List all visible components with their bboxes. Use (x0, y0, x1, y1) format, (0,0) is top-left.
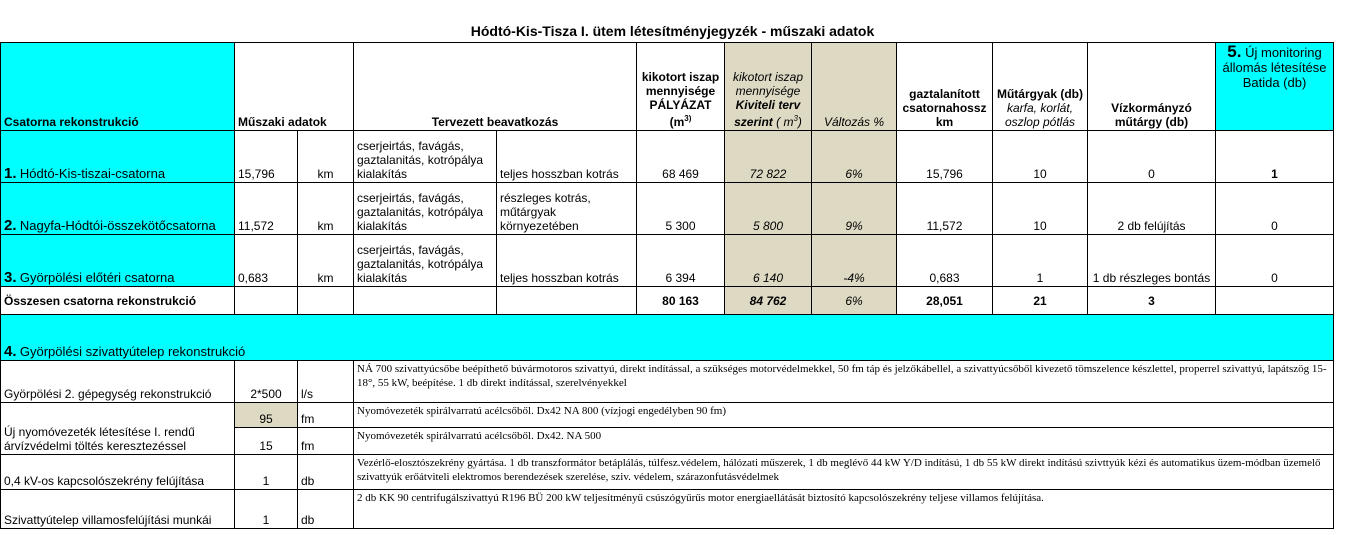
total-vizk: 3 (1088, 287, 1216, 315)
row-gaz: 15,796 (897, 131, 993, 183)
facility-table (0, 42, 1334, 529)
row-gaz: 11,572 (897, 183, 993, 235)
header-csatorna: Csatorna rekonstrukció (1, 43, 235, 131)
row-monitor: 1 (1216, 131, 1334, 183)
header-mutargyak-italic: karfa, korlát, oszlop pótlás (1004, 101, 1076, 129)
row-monitor: 0 (1216, 183, 1334, 235)
row-valtozas: -4% (812, 235, 897, 287)
header-iszap-terv: kikotort iszap mennyisége Kiviteli terv szerint ( $m^3$) (725, 43, 812, 131)
item-desc: Nyomóvezeték spirálvarratú acélcsőből. Dx42. NA 500 (354, 428, 1334, 455)
total-valtozas: 6% (812, 287, 897, 315)
header-iszap-terv-label2: Kiviteli terv szerint (734, 98, 801, 129)
row-name (1, 131, 235, 183)
item-name: Györpölési 2. gépegység rekonstrukció (1, 361, 235, 403)
item-desc: 2 db KK 90 centrifugálszivattyú R196 BÜ 200 kW teljesítményű csúszógyűrűs motor energiaellátását biztosító kapcsolószekrény teljese villamos felújítása. (354, 490, 1334, 529)
item-row (1, 403, 1334, 428)
row-palyazat: 68 469 (637, 131, 725, 183)
item-name: 0,4 kV-os kapcsolószekrény felújítása (1, 455, 235, 490)
row-mutargy: 10 (993, 131, 1088, 183)
item-value: 15 (235, 428, 298, 455)
table-row (1, 183, 1334, 235)
row-unit: km (298, 131, 354, 183)
total-empty (497, 287, 637, 315)
row-valtozas: 6% (812, 131, 897, 183)
section4-num: 4. (4, 343, 17, 360)
header-mutargyak-label: Műtárgyak (db) (996, 87, 1083, 101)
header-vizkormanyzo: Vízkormányzó műtárgy (db) (1088, 43, 1216, 131)
section4-row (1, 315, 1334, 361)
item-value: 2*500 (235, 361, 298, 403)
total-label: Összesen csatorna rekonstrukció (1, 287, 235, 315)
row-vizk: 0 (1088, 131, 1216, 183)
item-value: 1 (235, 490, 298, 529)
header-monitoring-num: 5. (1227, 42, 1242, 61)
row-num: 3. (4, 269, 17, 286)
row-name (1, 235, 235, 287)
row-num: 1. (4, 165, 17, 182)
total-empty (1216, 287, 1334, 315)
total-empty (235, 287, 298, 315)
item-row (1, 490, 1334, 529)
row-value: 0,683 (235, 235, 298, 287)
row-intervention: cserjeirtás, favágás, gaztalanitás, kotrópálya kialakítás (354, 235, 497, 287)
row-unit: km (298, 183, 354, 235)
row-value: 11,572 (235, 183, 298, 235)
row-vizk: 2 db felújítás (1088, 183, 1216, 235)
header-row (1, 43, 1334, 131)
item-unit: fm (298, 428, 354, 455)
header-mutargyak (993, 43, 1088, 131)
table-row (1, 235, 1334, 287)
total-empty (298, 287, 354, 315)
row-palyazat: 6 394 (637, 235, 725, 287)
row-gaz: 0,683 (897, 235, 993, 287)
header-iszap-palyazat-label: kikotort iszap mennyisége PÁLYÁZAT (641, 70, 720, 112)
total-terv: 84 762 (725, 287, 812, 315)
section4-title (1, 315, 1334, 361)
total-row (1, 287, 1334, 315)
row-terv: 5 800 (725, 183, 812, 235)
item-desc: Vezérlő-elosztószekrény gyártása. 1 db transzformátor betáplálás, túlfesz.védelem, hálózati műszerek, 1 db meglévő 44 kW Y/D indítású, 1 db 55 kW direkt indítású szivttyúk kézi és automatikus üzem-módban üzemelő szivattyúk erőátviteli elektromos berendezések szerelése, sziv. védelem, szárazonfutásvédelmek (354, 455, 1334, 490)
row-scope: részleges kotrás, műtárgyak környezetében (497, 183, 637, 235)
header-iszap-terv-unit: ( m (776, 115, 794, 129)
row-vizk: 1 db részleges bontás (1088, 235, 1216, 287)
section4-label: Györpölési szivattyútelep rekonstrukció (19, 344, 246, 359)
row-monitor: 0 (1216, 235, 1334, 287)
item-desc: NÁ 700 szivattyúcsőbe beépíthető búvármotoros szivattyú, direkt indítással, a szükséges motorvédelmekkel, 50 fm táp és jelzőkábellel, a szivattyúcsőből kivezető tömszelence készlettel, properrel szivattyú, lapátszög 15-18°, 55 kW, beépítése. 1 db direkt indítással, szerelvényekkel (354, 361, 1334, 403)
item-value: 95 (235, 403, 298, 428)
item-value: 1 (235, 455, 298, 490)
header-muszaki: Műszaki adatok (235, 43, 354, 131)
item-row (1, 361, 1334, 403)
total-empty (354, 287, 497, 315)
row-num: 2. (4, 217, 17, 234)
row-terv: 6 140 (725, 235, 812, 287)
item-name: Szivattyútelep villamosfelújítási munkái (1, 490, 235, 529)
item-desc: Nyomóvezeték spirálvarratú acélcsőből. Dx42 NA 800 (vízjogi engedélyben 90 fm) (354, 403, 1334, 428)
header-valtozas: Változás % (812, 43, 897, 131)
row-scope: teljes hosszban kotrás (497, 235, 637, 287)
row-mutargy: 1 (993, 235, 1088, 287)
row-unit: km (298, 235, 354, 287)
total-gaz: 28,051 (897, 287, 993, 315)
item-unit: l/s (298, 361, 354, 403)
row-name (1, 183, 235, 235)
header-iszap-palyazat: kikotort iszap mennyisége PÁLYÁZAT ($m^{3)}$ (637, 43, 725, 131)
row-palyazat: 5 300 (637, 183, 725, 235)
total-palyazat: 80 163 (637, 287, 725, 315)
row-scope: teljes hosszban kotrás (497, 131, 637, 183)
row-label: Nagyfa-Hódtói-összekötőcsatorna (19, 218, 216, 233)
item-unit: db (298, 455, 354, 490)
row-label: Györpölési előtéri csatorna (19, 270, 175, 285)
row-intervention: cserjeirtás, favágás, gaztalanitás, kotrópálya kialakítás (354, 183, 497, 235)
row-mutargy: 10 (993, 183, 1088, 235)
header-tervezett: Tervezett beavatkozás (354, 43, 637, 131)
item-unit: db (298, 490, 354, 529)
header-gaztalanitott: gaztalanított csatornahossz km (897, 43, 993, 131)
row-valtozas: 9% (812, 183, 897, 235)
header-monitoring-label: Új monitoring állomás létesítése Batida (db) (1222, 45, 1327, 90)
item-unit: fm (298, 403, 354, 428)
header-monitoring (1216, 43, 1334, 131)
row-label: Hódtó-Kis-tiszai-csatorna (19, 166, 166, 181)
row-intervention: cserjeirtás, favágás, gaztalanitás, kotrópálya kialakítás (354, 131, 497, 183)
item-name: Új nyomóvezeték létesítése I. rendű árvízvédelmi töltés keresztezéssel (1, 403, 235, 455)
header-iszap-terv-label: kikotort iszap mennyisége (732, 70, 804, 98)
total-mutargy: 21 (993, 287, 1088, 315)
table-row (1, 131, 1334, 183)
row-value: 15,796 (235, 131, 298, 183)
page-title: Hódtó-Kis-Tisza I. ütem létesítményjegyzék - műszaki adatok (470, 23, 875, 39)
header-iszap-palyazat-unit: (m (669, 115, 685, 129)
row-terv: 72 822 (725, 131, 812, 183)
item-row (1, 455, 1334, 490)
